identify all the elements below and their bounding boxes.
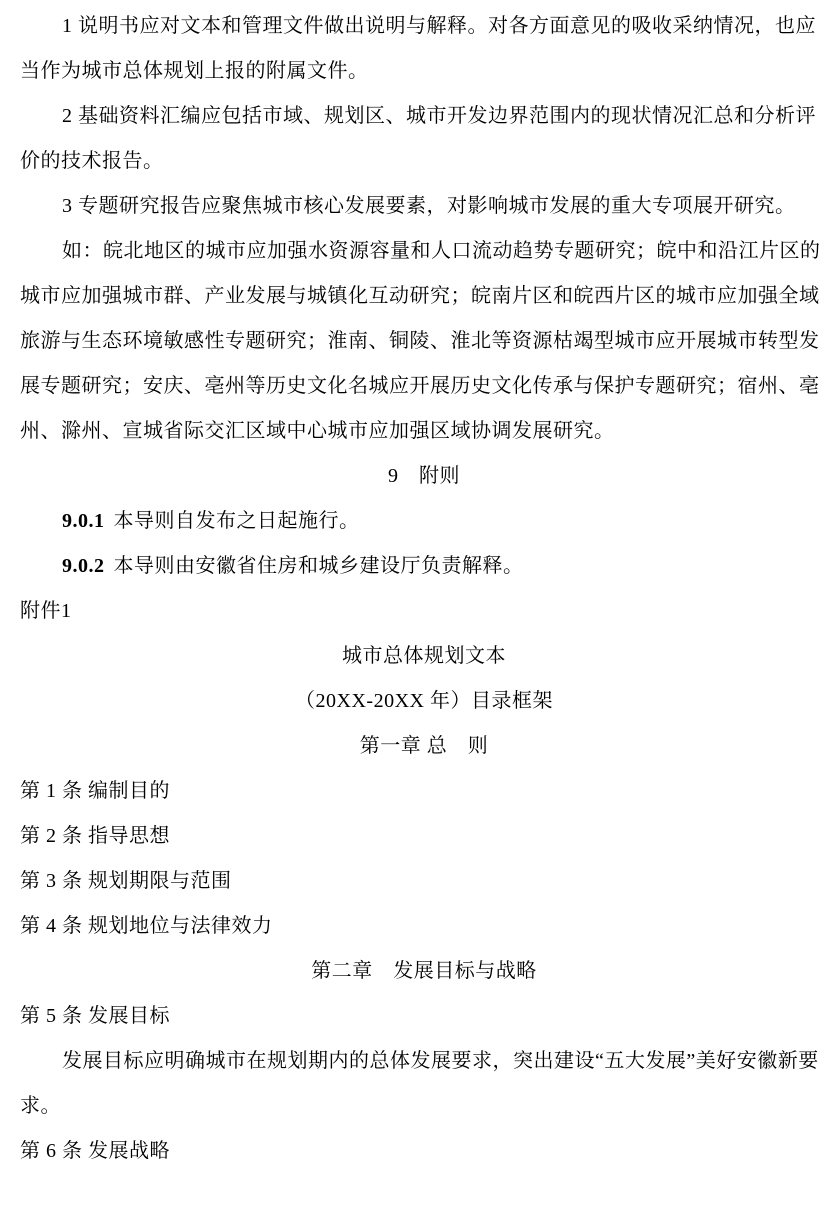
rule-text: 本导则由安徽省住房和城乡建设厅负责解释。 (113, 555, 524, 577)
chapter1-heading: 第一章 总 则 (359, 735, 489, 757)
body-paragraph-2: 2 基础资料汇编应包括市域、规划区、城市开发边界范围内的现状情况汇总和分析评价的技术报告。 (20, 105, 816, 172)
body-paragraph-1: 1 说明书应对文本和管理文件做出说明与解释。对各方面意见的吸收采纳情况，也应当作为城市总体规划上报的附属文件。 (20, 15, 816, 82)
toc-item-article-2: 第 2 条 指导思想 (20, 825, 170, 847)
attachment-label: 附件1 (20, 600, 72, 622)
toc-item-article-1: 第 1 条 编制目的 (20, 780, 170, 802)
body-paragraph-3: 3 专题研究报告应聚焦城市核心发展要素，对影响城市发展的重大专项展开研究。 (62, 195, 796, 217)
rule-number: 9.0.2 (62, 555, 105, 577)
toc-item-article-6-cutoff: 第 6 条 发展战略 (20, 1140, 170, 1162)
rule-number: 9.0.1 (62, 510, 105, 532)
body-paragraph-4: 如：皖北地区的城市应加强水资源容量和人口流动趋势专题研究；皖中和沿江片区的城市应加强城市群、产业发展与城镇化互动研究；皖南片区和皖西片区的城市应加强全域旅游与生态环境敏感性专题研究；淮南、铜陵、淮北等资源枯竭型城市应开展城市转型发展专题研究；安庆、亳州等历史文化名城应开展历史文化传承与保护专题研究；宿州、亳州、滁州、宣城省际交汇区域中心城市应加强区域协调发展研究。 (20, 240, 821, 442)
toc-item-article-3: 第 3 条 规划期限与范围 (20, 870, 232, 892)
toc-title-line2: （20XX-20XX 年）目录框架 (295, 690, 553, 712)
toc-item-article-4: 第 4 条 规划地位与法律效力 (20, 915, 273, 937)
rule-item-2 (20, 544, 828, 589)
rule-item-1 (20, 499, 828, 544)
toc-title-line1: 城市总体规划文本 (342, 645, 506, 667)
chapter2-heading: 第二章 发展目标与战略 (311, 960, 537, 982)
section-heading-rules: 9 附则 (388, 465, 460, 487)
toc-item-article-5: 第 5 条 发展目标 (20, 1005, 170, 1027)
chapter2-paragraph: 发展目标应明确城市在规划期内的总体发展要求，突出建设“五大发展”美好安徽新要求。 (20, 1050, 819, 1117)
rule-text: 本导则自发布之日起施行。 (113, 510, 360, 532)
